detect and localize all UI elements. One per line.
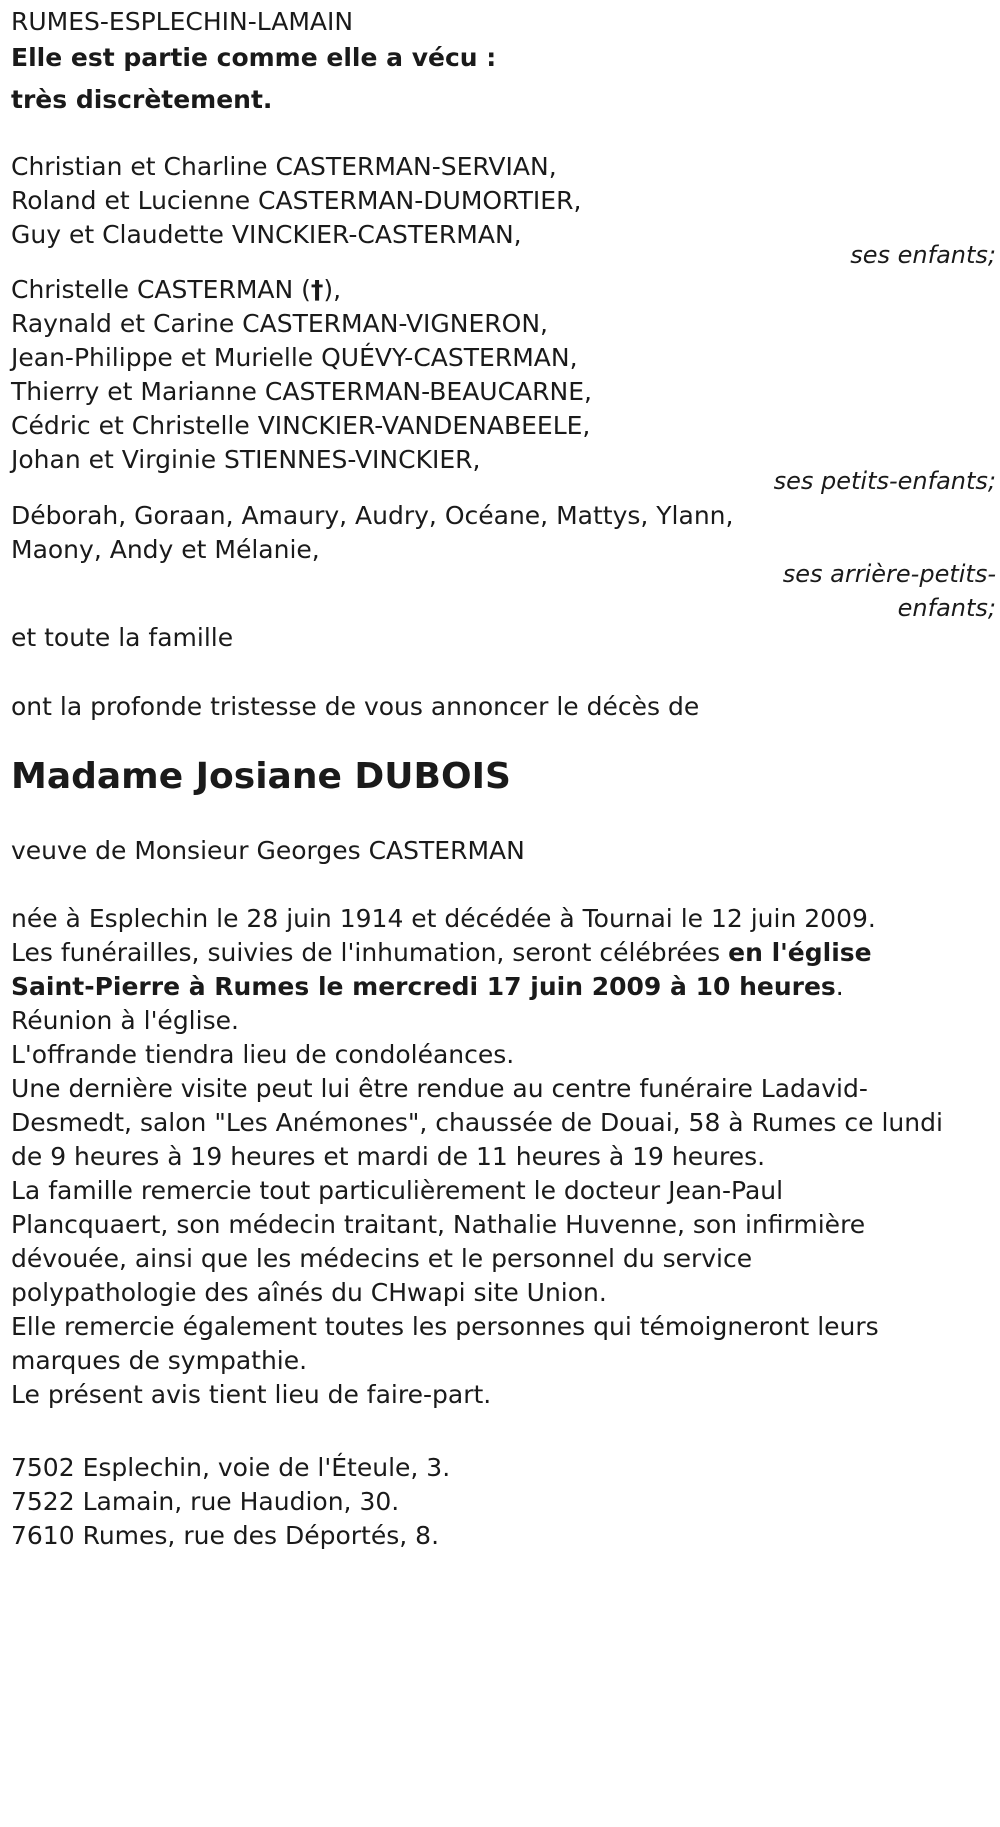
relation-great-grandchildren: ses arrière-petits-enfants;	[782, 560, 996, 622]
address-line: 7522 Lamain, rue Haudion, 30.	[11, 1487, 400, 1516]
funeral-line-2	[11, 972, 844, 1002]
great-grandchild-line: Déborah, Goraan, Amaury, Audry, Océane, Mattys, Ylann,	[11, 501, 734, 530]
great-grandchild-line: Maony, Andy et Mélanie,	[11, 535, 320, 564]
funeral-line-1	[11, 938, 872, 968]
detail-line: L'offrande tiendra lieu de condoléances.	[11, 1040, 515, 1069]
deceased-name: Madame Josiane DUBOIS	[11, 756, 511, 797]
detail-line: marques de sympathie.	[11, 1346, 308, 1375]
grandchild-line: Raynald et Carine CASTERMAN-VIGNERON,	[11, 309, 548, 338]
location-header: RUMES-ESPLECHIN-LAMAIN	[11, 7, 354, 36]
announcement: ont la profonde tristesse de vous annoncer le décès de	[11, 692, 700, 721]
relation-grandchildren: ses petits-enfants;	[773, 467, 996, 495]
detail-line: dévouée, ainsi que les médecins et le personnel du service	[11, 1244, 753, 1273]
detail-line: La famille remercie tout particulièrement le docteur Jean-Paul	[11, 1176, 784, 1205]
funeral-place-1: en l'église	[728, 938, 872, 967]
detail-line: Une dernière visite peut lui être rendue au centre funéraire Ladavid-	[11, 1074, 868, 1103]
birth-death: née à Esplechin le 28 juin 1914 et décédée à Tournai le 12 juin 2009.	[11, 904, 876, 933]
widow-of: veuve de Monsieur Georges CASTERMAN	[11, 836, 525, 865]
quote-line-1: Elle est partie comme elle a vécu :	[11, 43, 497, 72]
detail-line: Plancquaert, son médecin traitant, Nathalie Huvenne, son infirmière	[11, 1210, 866, 1239]
funeral-place-2: Saint-Pierre à Rumes le mercredi 17 juin 2009 à 10 heures	[11, 972, 836, 1001]
detail-line: Desmedt, salon "Les Anémones", chaussée de Douai, 58 à Rumes ce lundi	[11, 1108, 943, 1137]
grandchild-line: Thierry et Marianne CASTERMAN-BEAUCARNE,	[11, 377, 592, 406]
detail-line: de 9 heures à 19 heures et mardi de 11 heures à 19 heures.	[11, 1142, 766, 1171]
cross-icon: †	[310, 275, 324, 304]
address-line: 7610 Rumes, rue des Déportés, 8.	[11, 1521, 440, 1550]
relation-children: ses enfants;	[850, 241, 996, 269]
grandchild-suffix: ),	[323, 275, 342, 304]
child-line: Christian et Charline CASTERMAN-SERVIAN,	[11, 152, 557, 181]
grandchild-line: Cédric et Christelle VINCKIER-VANDENABEELE,	[11, 411, 591, 440]
detail-line: polypathologie des aînés du CHwapi site Union.	[11, 1278, 607, 1307]
family-line: et toute la famille	[11, 623, 234, 652]
address-line: 7502 Esplechin, voie de l'Éteule, 3.	[11, 1453, 451, 1482]
quote-line-2: très discrètement.	[11, 85, 273, 114]
child-line: Guy et Claudette VINCKIER-CASTERMAN,	[11, 220, 522, 249]
detail-line: Elle remercie également toutes les personnes qui témoigneront leurs	[11, 1312, 879, 1341]
grandchild-name: Christelle CASTERMAN (	[11, 275, 311, 304]
grandchild-line: Jean-Philippe et Murielle QUÉVY-CASTERMAN,	[11, 343, 578, 372]
child-line: Roland et Lucienne CASTERMAN-DUMORTIER,	[11, 186, 582, 215]
detail-line: Réunion à l'église.	[11, 1006, 239, 1035]
detail-line: Le présent avis tient lieu de faire-part.	[11, 1380, 492, 1409]
grandchild-line-deceased	[11, 275, 341, 305]
grandchild-line: Johan et Virginie STIENNES-VINCKIER,	[11, 445, 481, 474]
funeral-intro: Les funérailles, suivies de l'inhumation, seront célébrées	[11, 938, 729, 967]
funeral-end: .	[835, 972, 844, 1001]
